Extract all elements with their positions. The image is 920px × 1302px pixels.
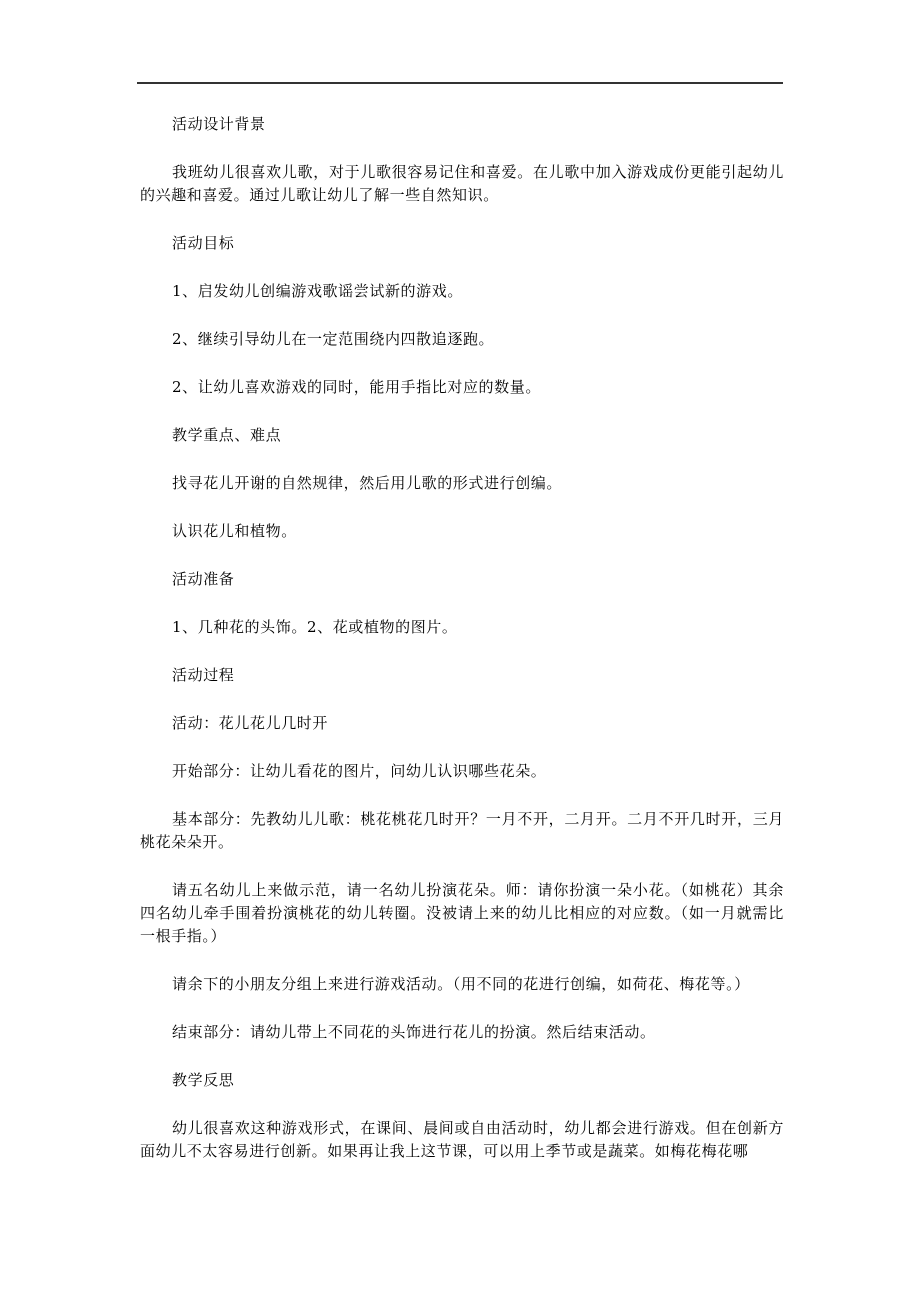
preparation-item: 1、几种花的头饰。2、花或植物的图片。: [172, 618, 458, 636]
process-end: 结束部分：请幼儿带上不同花的头饰进行花儿的扮演。然后结束活动。: [172, 1023, 656, 1041]
heading-key-points: 教学重点、难点: [172, 426, 282, 444]
heading-goals: 活动目标: [172, 234, 235, 252]
document-body: [140, 113, 784, 1188]
process-demo: 请五名幼儿上来做示范，请一名幼儿扮演花朵。师：请你扮演一朵小花。（如桃花）其余四名幼儿牵手围着扮演桃花的幼儿转圈。没被请上来的幼儿比相应的对应数。（如一月就需比一根手指。）: [140, 881, 784, 945]
key-point: 找寻花儿开谢的自然规律，然后用儿歌的形式进行创编。: [172, 474, 563, 492]
goal-item: 1、启发幼儿创编游戏歌谣尝试新的游戏。: [172, 282, 463, 300]
paragraph-reflection: 幼儿很喜欢这种游戏形式，在课间、晨间或自由活动时，幼儿都会进行游戏。但在创新方面幼儿不太容易进行创新。如果再让我上这节课，可以用上季节或是蔬菜。如梅花梅花哪: [140, 1119, 784, 1160]
header-rule: [137, 82, 783, 84]
goal-item: 2、让幼儿喜欢游戏的同时，能用手指比对应的数量。: [172, 378, 541, 396]
goal-item: 2、继续引导幼儿在一定范围绕内四散追逐跑。: [172, 330, 495, 348]
process-basic: 基本部分：先教幼儿儿歌：桃花桃花几时开？一月不开，二月开。二月不开几时开，三月桃花朵朵开。: [140, 810, 784, 851]
paragraph-background: 我班幼儿很喜欢儿歌，对于儿歌很容易记住和喜爱。在儿歌中加入游戏成份更能引起幼儿的兴趣和喜爱。通过儿歌让幼儿了解一些自然知识。: [140, 163, 784, 204]
key-point: 认识花儿和植物。: [172, 522, 297, 540]
heading-background: 活动设计背景: [172, 115, 266, 133]
activity-title: 活动：花儿花儿几时开: [172, 714, 329, 732]
process-start: 开始部分：让幼儿看花的图片，问幼儿认识哪些花朵。: [172, 762, 547, 780]
process-group: 请余下的小朋友分组上来进行游戏活动。（用不同的花进行创编，如荷花、梅花等。）: [172, 975, 750, 993]
heading-preparation: 活动准备: [172, 570, 235, 588]
heading-process: 活动过程: [172, 666, 235, 684]
heading-reflection: 教学反思: [172, 1071, 235, 1089]
